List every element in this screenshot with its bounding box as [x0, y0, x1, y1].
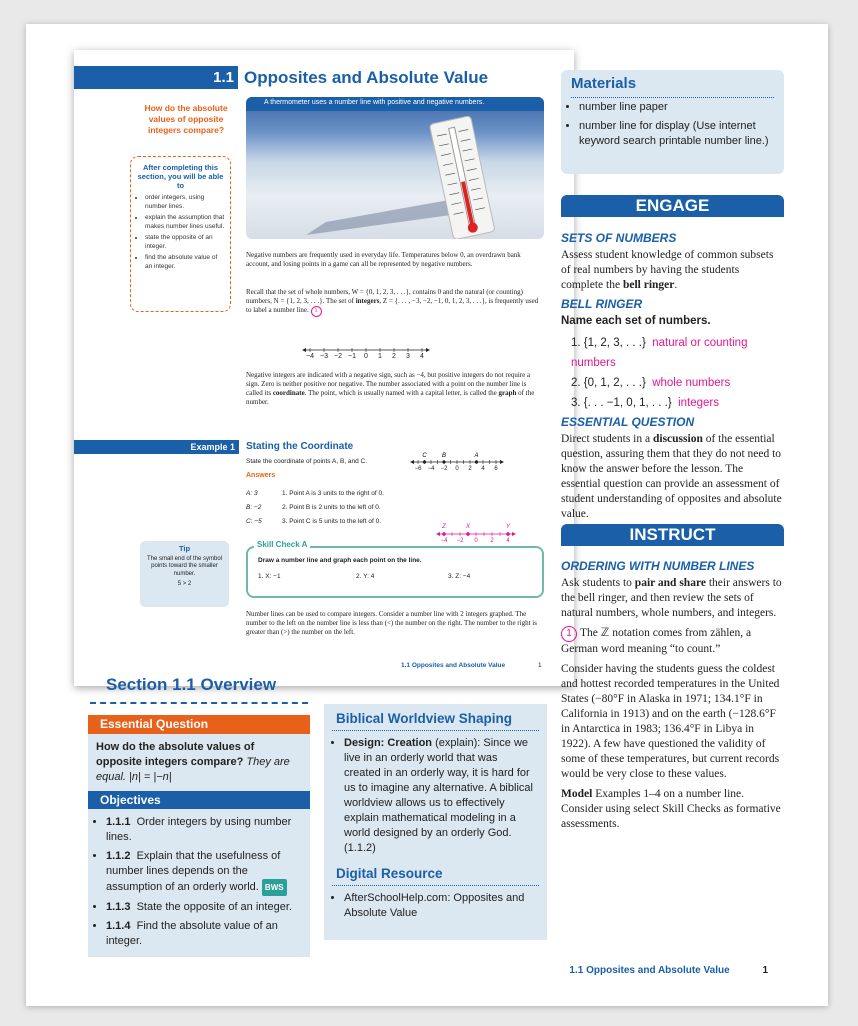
point-label: A	[474, 453, 479, 459]
list-item: • 1.1.3 State the opposite of an integer.	[106, 900, 301, 915]
tick-label: 1	[378, 353, 382, 360]
tick-label: −3	[320, 353, 328, 360]
student-page	[74, 50, 574, 686]
answer-row: C: −5 3. Point C is 5 units to the left of 0.	[246, 518, 381, 525]
tick-label: 0	[455, 466, 459, 472]
arrow-right-icon	[512, 532, 516, 536]
tick-label: −6	[414, 466, 422, 472]
section-header	[74, 66, 574, 89]
example-prompt: State the coordinate of points A, B, and C.	[246, 458, 368, 465]
digital-resource-list	[324, 891, 539, 921]
instruct-header: INSTRUCT	[561, 524, 784, 546]
arrow-left-icon	[436, 532, 440, 536]
skill-number-line	[430, 520, 530, 546]
point-label: B	[441, 453, 447, 459]
section-title: Opposites and Absolute Value	[244, 68, 489, 87]
point-label: X	[465, 524, 471, 530]
list-item: • Design: Creation (explain): Since we live in an orderly world that was created in an orderly way, it is hard for us to imagine any alternative. A biblical worldview allows us to effectively explain mathematical modeling in a world designed by an orderly God. (1.1.2)	[344, 736, 534, 856]
tick-label: −4	[306, 353, 314, 360]
tick-label: −4	[427, 466, 435, 472]
teacher-edition-page	[26, 24, 828, 1006]
bell-items	[571, 333, 784, 413]
list-item: • find the absolute value of an integer.	[145, 254, 226, 271]
divider	[571, 97, 774, 98]
thermometer-photo	[246, 97, 544, 239]
integers-paragraph: Recall that the set of whole numbers, W = {0, 1, 2, 3, . . .}, contains 0 and the natural (or counting) numbers, N = {1, 2, 3, . . .}. The set of integers, Z = {. . . , −3, −2, −1, 0, 1, 2, 3, . . .}, is frequently used to label a number line. 1	[246, 288, 544, 317]
point-c	[423, 460, 426, 463]
list-item: 1. {1, 2, 3, . . .} natural or counting numbers	[571, 337, 748, 369]
engage-section	[561, 195, 784, 522]
tip-example: 5 > 2	[177, 581, 192, 587]
bell-prompt: Name each set of numbers.	[561, 315, 711, 327]
number-line-figure	[296, 342, 438, 364]
engage-header: ENGAGE	[561, 195, 784, 217]
tick-label: 6	[494, 466, 498, 472]
tick-label: −2	[456, 538, 464, 544]
skill-check-box	[246, 540, 544, 598]
point-label: Y	[505, 524, 511, 530]
tick-label: 2	[468, 466, 472, 472]
temperature-note: Consider having the students guess the coldest and hottest recorded temperatures in the United States (−80°F in Alaska in 1971; 134.1°F in California in 1913) and on the earth (−128.6°F in Antarctica in 1983; 136.4°F in Libya in 1922). A few have questioned the validity of some of these temperatures, but current records would be very close to these values.	[561, 663, 780, 780]
margin-note-marker: 1	[561, 626, 577, 642]
objectives-box	[130, 156, 231, 312]
tip-title: Tip	[178, 544, 191, 553]
worldview-box	[324, 704, 547, 940]
tip-box	[140, 541, 229, 607]
point-b	[442, 460, 445, 463]
objectives-list	[88, 815, 301, 949]
arrow-left-icon	[410, 460, 414, 464]
skill-item: 3. Z: −4	[448, 573, 471, 580]
number-line-axis	[302, 348, 430, 360]
essential-question: How do the absolute values of opposite integers compare? They are equal. |n| = |−n|	[96, 741, 290, 783]
worldview-list	[324, 736, 534, 856]
digital-resource-title: Digital Resource	[336, 866, 443, 881]
tick-label: 4	[506, 538, 510, 544]
compare-paragraph: Number lines can be used to compare integers. Consider a number line with 2 integers graphed. The number to the left on the number line is less than (<) the number on the right. The number to the right is greater than (>) the number on the left.	[246, 610, 537, 636]
overview-box	[88, 715, 310, 957]
coordinate-paragraph: Negative integers are indicated with a negative sign, such as −4, but positive integers do not require a sign. Zero is neither positive nor negative. The number associated with a point on the number line is called its coordinate. The point, which is usually named with a capital letter, is called the graph of the number.	[246, 371, 535, 406]
ordering-text: Ask students to pair and share their answers to the bell ringer, and then review the sets of natural numbers, whole numbers, and integers.	[561, 577, 782, 619]
sets-heading: SETS OF NUMBERS	[561, 231, 677, 245]
list-item: • explain the assumption that makes number lines useful.	[145, 214, 226, 231]
section-number: 1.1	[74, 66, 238, 89]
margin-note-marker: 1	[311, 306, 322, 317]
list-item: • number line paper	[579, 100, 769, 115]
essential-question-label: Essential Question	[88, 715, 310, 734]
list-item: • order integers, using number lines.	[145, 194, 226, 211]
point-label: C	[422, 453, 427, 459]
essential-question-heading: ESSENTIAL QUESTION	[561, 415, 695, 429]
list-item: • 1.1.2 Explain that the usefulness of number lines depends on the assumption of an orderly world. BWS	[106, 849, 301, 896]
answers-list	[246, 487, 446, 529]
point-label: Z	[442, 524, 446, 530]
tip-text: The small end of the symbol points toward the smaller number.	[146, 555, 223, 577]
digital-resource-link[interactable]: • AfterSchoolHelp.com: Opposites and Absolute Value	[344, 891, 539, 921]
model-note: Model Examples 1–4 on a number line. Consider using select Skill Checks as formative assessments.	[561, 788, 781, 830]
materials-list	[565, 100, 769, 149]
tick-label: −2	[440, 466, 448, 472]
answer-row: B: −2 2. Point B is 2 units to the left of 0.	[246, 504, 381, 511]
divider	[332, 885, 539, 886]
page-number: 1	[762, 965, 768, 976]
sets-text: Assess student knowledge of common subsets of real numbers by having the students complete the bell ringer.	[561, 249, 774, 291]
list-item: • 1.1.1 Order integers by using number lines.	[106, 815, 301, 845]
notation-note: 1 The ℤ notation comes from zählen, a German word meaning “to count.”	[561, 627, 752, 655]
list-item: 3. {. . . −1, 0, 1, . . .} integers	[571, 397, 719, 409]
list-item: • state the opposite of an integer.	[145, 234, 226, 251]
divider	[90, 702, 308, 704]
example-number-line	[406, 450, 506, 474]
tick-label: 4	[420, 353, 424, 360]
arrow-right-icon	[500, 460, 504, 464]
skill-check-title: Skill Check A	[254, 540, 310, 549]
student-footer-title: 1.1 Opposites and Absolute Value	[401, 662, 506, 669]
tick-label: 3	[406, 353, 410, 360]
point-z	[442, 532, 446, 536]
answer-row: A: 3 1. Point A is 3 units to the right of 0.	[246, 490, 384, 497]
materials-title: Materials	[571, 75, 637, 92]
tick-label: 0	[364, 353, 368, 360]
intro-paragraph: Negative numbers are frequently used in everyday life. Temperatures below 0, an overdrawn bank account, and losing points in a game can all be represented by negative numbers.	[246, 251, 521, 268]
photo-caption: A thermometer uses a number line with positive and negative numbers.	[246, 97, 544, 111]
thermometer-image	[246, 97, 544, 239]
skill-item: 2. Y: 4	[356, 573, 375, 580]
answers-label: Answers	[246, 472, 276, 479]
point-a	[475, 460, 478, 463]
tick-label: 2	[392, 353, 396, 360]
overview-title: Section 1.1 Overview	[106, 675, 277, 694]
skill-check-prompt: Draw a number line and graph each point on the line.	[258, 557, 422, 564]
skill-item: 1. X: −1	[258, 573, 281, 580]
objectives-label: Objectives	[88, 791, 310, 809]
student-footer-page: 1	[538, 662, 542, 669]
list-item: • number line for display (Use internet keyword search printable number line.)	[579, 119, 769, 149]
objectives-heading: After completing this section, you will be able to	[137, 163, 224, 190]
tick-label: 0	[474, 538, 478, 544]
bws-badge: BWS	[262, 879, 287, 896]
tick-label: 2	[490, 538, 494, 544]
example-label: Example 1	[74, 440, 239, 454]
tick-label: 4	[481, 466, 485, 472]
guiding-question: How do the absolute values of opposite integers compare?	[144, 103, 228, 135]
footer-title: 1.1 Opposites and Absolute Value	[569, 965, 730, 976]
materials-box	[561, 70, 784, 174]
divider	[332, 730, 539, 731]
example-title: Stating the Coordinate	[246, 441, 354, 452]
tick-label: −1	[348, 353, 356, 360]
ordering-heading: ORDERING WITH NUMBER LINES	[561, 559, 755, 573]
bell-heading: BELL RINGER	[561, 297, 643, 311]
list-item: • 1.1.4 Find the absolute value of an integer.	[106, 919, 301, 949]
page-footer	[569, 965, 768, 976]
tick-label: −4	[440, 538, 448, 544]
arrow-right-icon	[426, 348, 430, 352]
objectives-list	[135, 194, 226, 271]
instruct-section	[561, 524, 784, 832]
point-x	[466, 532, 470, 536]
point-y	[506, 532, 510, 536]
list-item: 2. {0, 1, 2, . . .} whole numbers	[571, 377, 731, 389]
tick-label: −2	[334, 353, 342, 360]
worldview-title: Biblical Worldview Shaping	[336, 711, 513, 726]
arrow-left-icon	[302, 348, 306, 352]
essential-question-text: Direct students in a discussion of the essential question, assuring them that they do not need to know the answer before the lesson. The essential question can provide an assessment of student understanding of opposites and absolute value.	[561, 433, 782, 520]
